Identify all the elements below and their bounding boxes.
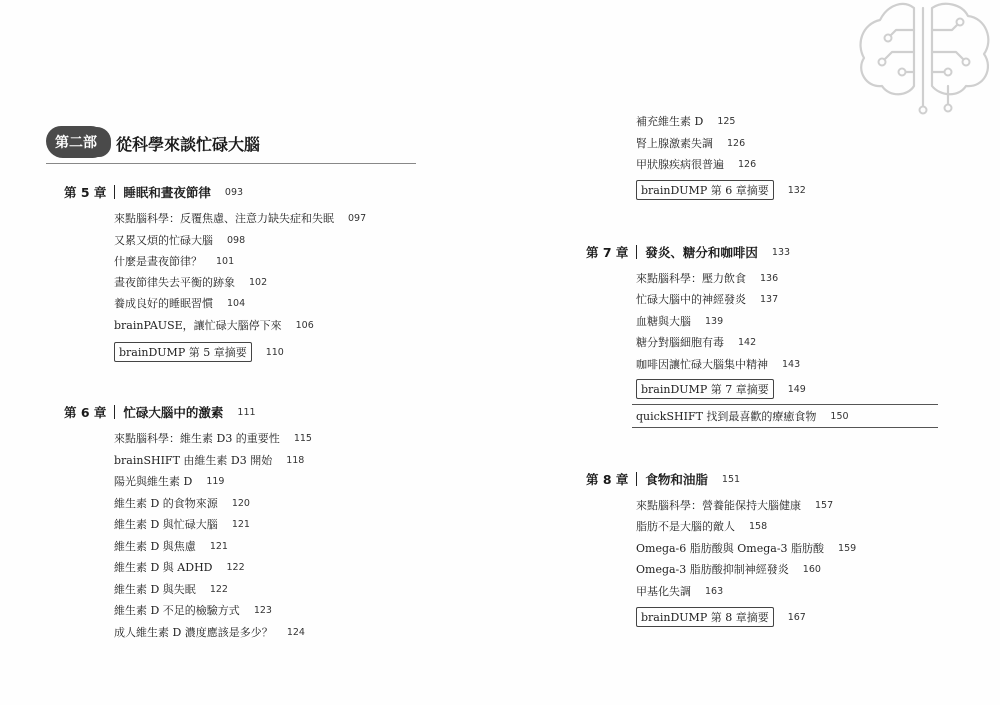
toc-entry[interactable] xyxy=(114,538,228,554)
part-badge: 第二部 xyxy=(46,126,106,158)
entry-title: 維生素 D 與 ADHD xyxy=(114,561,213,574)
entry-title: 咖啡因讓忙碌大腦集中精神 xyxy=(636,358,768,371)
chapter-title: 忙碌大腦中的激素 xyxy=(123,405,224,420)
chapter-separator xyxy=(636,472,637,486)
page-number: 163 xyxy=(705,585,724,597)
part-divider xyxy=(46,163,416,164)
page-number: 126 xyxy=(727,137,746,149)
summary-box: brainDUMP 第 6 章摘要 xyxy=(636,180,774,200)
page-number: 118 xyxy=(286,454,305,466)
toc-entry[interactable] xyxy=(636,334,756,350)
toc-entry[interactable] xyxy=(636,540,856,556)
chapter-6-heading[interactable] xyxy=(64,403,256,421)
page-number: 158 xyxy=(749,520,768,532)
entry-title: 維生素 D 的食物來源 xyxy=(114,497,218,510)
quickshift-bottom-rule xyxy=(632,427,938,428)
quickshift-top-rule xyxy=(632,404,938,405)
page-number: 151 xyxy=(721,473,741,485)
page-number: 111 xyxy=(237,406,256,418)
chapter-summary-entry[interactable] xyxy=(636,607,806,627)
chapter-separator xyxy=(114,405,115,419)
page-number: 097 xyxy=(348,212,367,224)
toc-entry[interactable] xyxy=(114,430,312,446)
page-number: 132 xyxy=(787,184,806,196)
entry-title: 陽光與維生素 D xyxy=(114,475,193,488)
page-number: 142 xyxy=(738,336,757,348)
entry-title: 晝夜節律失去平衡的跡象 xyxy=(114,276,235,289)
page-number: 098 xyxy=(227,234,246,246)
page-number: 137 xyxy=(760,293,779,305)
page-number: 122 xyxy=(209,583,228,595)
page-number: 149 xyxy=(787,383,806,395)
entry-title: 來點腦科學：反覆焦慮、注意力缺失症和失眠 xyxy=(114,212,334,225)
entry-title: quickSHIFT 找到最喜歡的療癒食物 xyxy=(636,410,817,423)
page-number: 143 xyxy=(782,358,801,370)
page-number: 167 xyxy=(787,611,806,623)
page-number: 133 xyxy=(771,246,791,258)
toc-entry[interactable] xyxy=(114,253,234,269)
toc-entry[interactable] xyxy=(636,313,723,329)
chapter-separator xyxy=(636,245,637,259)
page-number: 122 xyxy=(226,561,245,573)
entry-title: 腎上腺激素失調 xyxy=(636,137,713,150)
toc-entry[interactable] xyxy=(114,495,250,511)
page-number: 136 xyxy=(760,272,779,284)
summary-box: brainDUMP 第 7 章摘要 xyxy=(636,379,774,399)
entry-title: brainSHIFT 由維生素 D3 開始 xyxy=(114,454,273,467)
quickshift-entry[interactable] xyxy=(636,408,849,424)
entry-title: 什麼是晝夜節律？ xyxy=(114,255,202,268)
toc-entry[interactable] xyxy=(114,274,267,290)
page-number: 115 xyxy=(293,432,312,444)
page-number: 126 xyxy=(738,158,757,170)
chapter-separator xyxy=(114,185,115,199)
toc-entry[interactable] xyxy=(114,602,272,618)
entry-title: brainPAUSE，讓忙碌大腦停下來 xyxy=(114,319,282,332)
toc-entry[interactable] xyxy=(114,317,314,333)
entry-title: 又累又煩的忙碌大腦 xyxy=(114,234,213,247)
chapter-number: 第 5 章 xyxy=(64,185,107,200)
page-number: 160 xyxy=(802,563,821,575)
chapter-number: 第 6 章 xyxy=(64,405,107,420)
summary-box: brainDUMP 第 5 章摘要 xyxy=(114,342,252,362)
toc-entry[interactable] xyxy=(114,473,224,489)
entry-title: 脂肪不是大腦的敵人 xyxy=(636,520,735,533)
page-number: 110 xyxy=(265,346,284,358)
toc-entry[interactable] xyxy=(636,135,745,151)
entry-title: 維生素 D 與忙碌大腦 xyxy=(114,518,218,531)
entry-title: 來點腦科學：營養能保持大腦健康 xyxy=(636,499,801,512)
page-number: 159 xyxy=(838,542,857,554)
toc-entry[interactable] xyxy=(636,113,735,129)
toc-entry[interactable] xyxy=(114,559,245,575)
toc-entry[interactable] xyxy=(636,291,778,307)
chapter-summary-entry[interactable] xyxy=(636,180,806,200)
entry-title: 糖分對腦細胞有毒 xyxy=(636,336,724,349)
toc-entry[interactable] xyxy=(114,581,228,597)
toc-entry[interactable] xyxy=(114,452,304,468)
entry-title: 維生素 D 與失眠 xyxy=(114,583,196,596)
entry-title: Omega-6 脂肪酸與 Omega-3 脂肪酸 xyxy=(636,542,825,555)
page-number: 119 xyxy=(206,475,225,487)
page-number: 150 xyxy=(830,410,849,422)
chapter-7-heading[interactable] xyxy=(586,243,790,261)
toc-entry[interactable] xyxy=(636,156,756,172)
page-number: 123 xyxy=(253,604,272,616)
toc-entry[interactable] xyxy=(636,270,778,286)
toc-entry[interactable] xyxy=(114,624,305,640)
summary-box: brainDUMP 第 8 章摘要 xyxy=(636,607,774,627)
entry-title: 甲基化失調 xyxy=(636,585,691,598)
page-number: 121 xyxy=(209,540,228,552)
toc-entry[interactable] xyxy=(636,518,767,534)
toc-entry[interactable] xyxy=(114,516,250,532)
page-number: 124 xyxy=(286,626,305,638)
page-number: 101 xyxy=(216,255,235,267)
entry-title: 補充維生素 D xyxy=(636,115,704,128)
chapter-number: 第 8 章 xyxy=(586,472,629,487)
entry-title: 成人維生素 D 濃度應該是多少？ xyxy=(114,626,273,639)
entry-title: 來點腦科學：維生素 D3 的重要性 xyxy=(114,432,280,445)
entry-title: 維生素 D 不足的檢驗方式 xyxy=(114,604,240,617)
page-number: 121 xyxy=(231,518,250,530)
toc-entry[interactable] xyxy=(636,583,723,599)
page-number: 157 xyxy=(815,499,834,511)
brain-circuit-icon xyxy=(852,0,1000,115)
entry-title: 甲狀腺疾病很普遍 xyxy=(636,158,724,171)
entry-title: 來點腦科學：壓力飲食 xyxy=(636,272,746,285)
toc-entry[interactable] xyxy=(636,561,821,577)
toc-entry[interactable] xyxy=(636,356,800,372)
chapter-title: 睡眠和晝夜節律 xyxy=(123,185,211,200)
page-number: 102 xyxy=(249,276,268,288)
page-number: 093 xyxy=(224,186,244,198)
entry-title: 忙碌大腦中的神經發炎 xyxy=(636,293,746,306)
entry-title: 血糖與大腦 xyxy=(636,315,691,328)
chapter-summary-entry[interactable] xyxy=(636,379,806,399)
page-number: 120 xyxy=(231,497,250,509)
chapter-title: 食物和油脂 xyxy=(645,472,708,487)
entry-title: 維生素 D 與焦慮 xyxy=(114,540,196,553)
chapter-summary-entry[interactable] xyxy=(114,342,284,362)
page-number: 125 xyxy=(717,115,736,127)
chapter-title: 發炎、糖分和咖啡因 xyxy=(645,245,758,260)
toc-entry[interactable] xyxy=(114,210,366,226)
page-number: 104 xyxy=(227,297,246,309)
page-number: 139 xyxy=(705,315,724,327)
entry-title: 養成良好的睡眠習慣 xyxy=(114,297,213,310)
chapter-8-heading[interactable] xyxy=(586,470,740,488)
entry-title: Omega-3 脂肪酸抑制神經發炎 xyxy=(636,563,789,576)
toc-entry[interactable] xyxy=(636,497,833,513)
page-number: 106 xyxy=(295,319,314,331)
part-title: 從科學來談忙碌大腦 xyxy=(116,135,261,154)
toc-entry[interactable] xyxy=(114,232,245,248)
chapter-5-heading[interactable] xyxy=(64,183,243,201)
toc-entry[interactable] xyxy=(114,295,245,311)
chapter-number: 第 7 章 xyxy=(586,245,629,260)
